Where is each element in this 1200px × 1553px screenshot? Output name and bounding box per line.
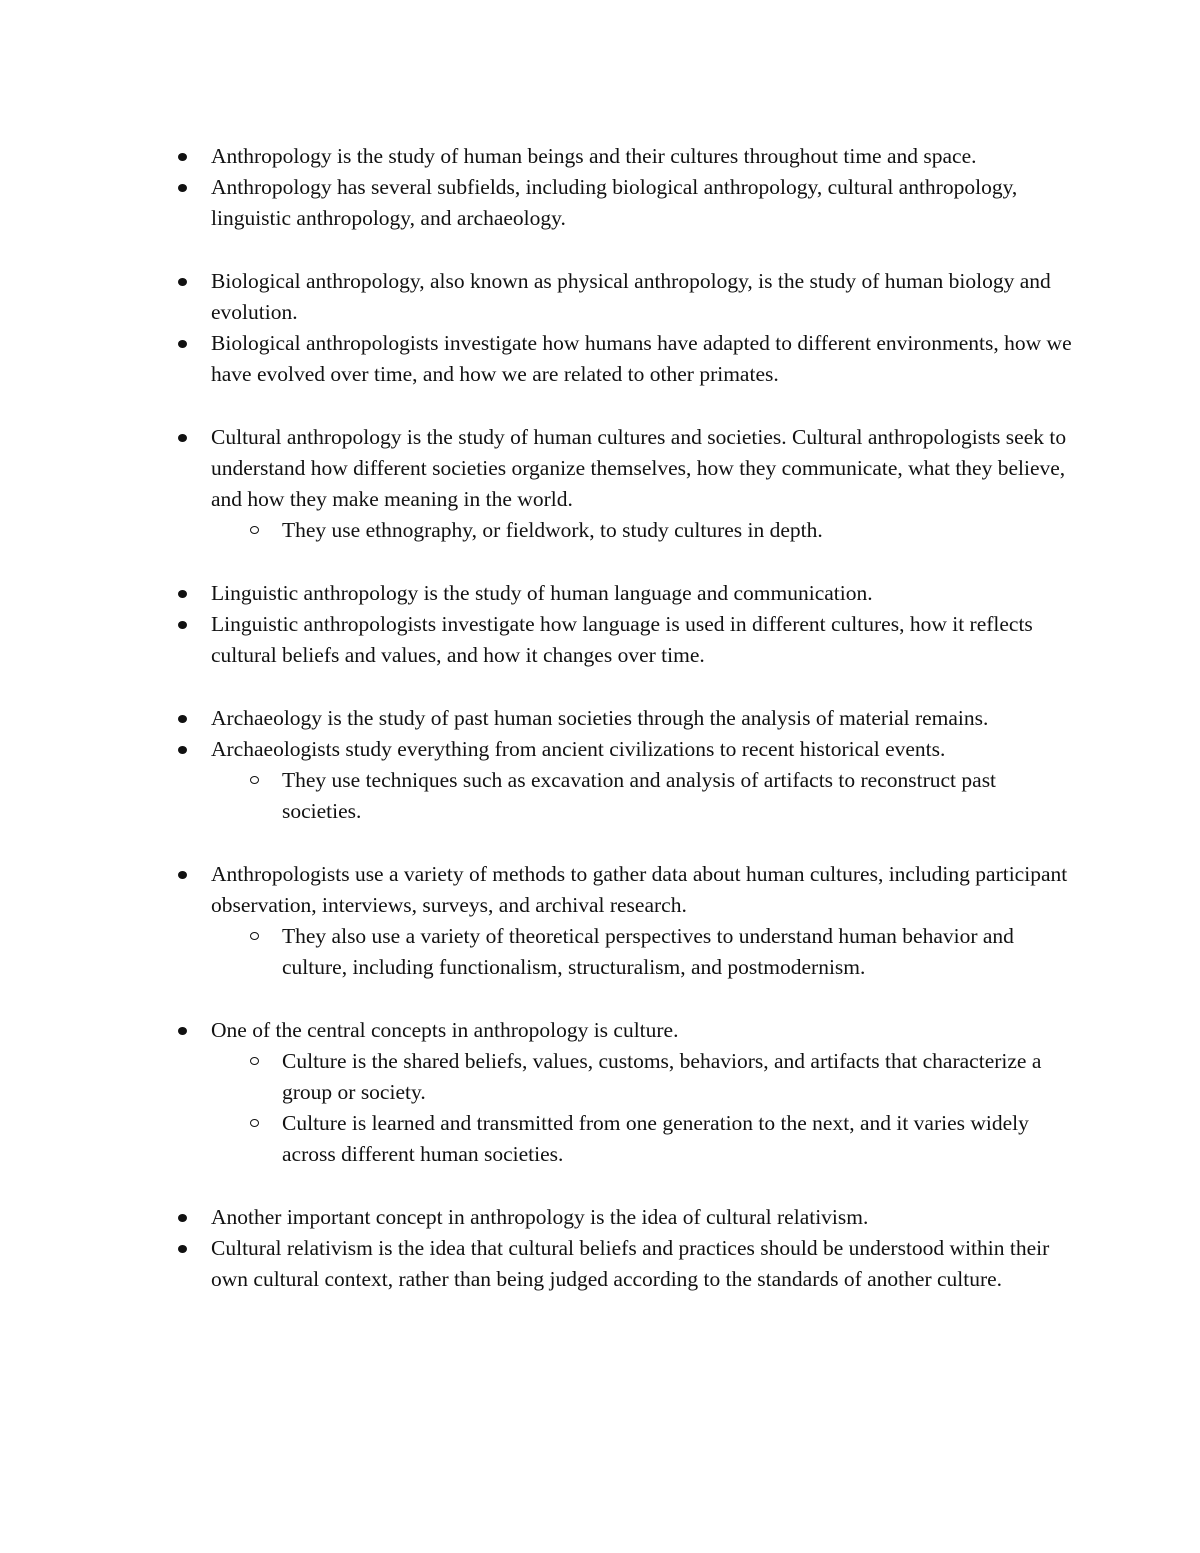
bullet-group <box>174 859 1074 984</box>
list-item <box>174 578 1074 609</box>
list-item-text: Biological anthropology, also known as physical anthropology, is the study of human biology and evolution. <box>211 268 1051 324</box>
bullet-group <box>174 1202 1074 1296</box>
filled-bullet-icon <box>178 1027 187 1035</box>
filled-bullet-icon <box>178 153 187 161</box>
filled-bullet-icon <box>178 1214 187 1222</box>
filled-bullet-icon <box>178 184 187 192</box>
list-item-text: One of the central concepts in anthropology is culture. <box>211 1017 679 1042</box>
sub-list-item <box>174 515 1074 546</box>
list-item-text: Cultural relativism is the idea that cultural beliefs and practices should be understood within their own cultural context, rather than being judged according to the standards of another culture. <box>211 1236 1050 1292</box>
sub-list-item <box>174 765 1074 827</box>
filled-bullet-icon <box>178 340 187 348</box>
sub-list-item-text: They use techniques such as excavation and analysis of artifacts to reconstruct past societies. <box>282 768 997 824</box>
hollow-bullet-icon <box>250 776 259 784</box>
filled-bullet-icon <box>178 1245 187 1253</box>
list-item-text: Another important concept in anthropology is the idea of cultural relativism. <box>211 1204 869 1229</box>
list-item-text: Cultural anthropology is the study of human cultures and societies. Cultural anthropologists seek to understand how different societies organize themselves, how they communicate, what they believe, and how they make meaning in the world. <box>211 424 1067 512</box>
sub-list-item <box>174 1046 1074 1108</box>
filled-bullet-icon <box>178 590 187 598</box>
sub-list-item-text: Culture is the shared beliefs, values, customs, behaviors, and artifacts that characterize a group or society. <box>282 1048 1042 1104</box>
list-item-text: Anthropology is the study of human beings and their cultures throughout time and space. <box>211 144 977 168</box>
list-item-text: Archaeology is the study of past human societies through the analysis of material remains. <box>211 705 989 730</box>
filled-bullet-icon <box>178 746 187 754</box>
sub-list-item-text: Culture is learned and transmitted from one generation to the next, and it varies widely across different human societies. <box>282 1111 1029 1167</box>
bullet-group <box>174 266 1074 391</box>
list-item <box>174 703 1074 734</box>
filled-bullet-icon <box>178 715 187 723</box>
sub-list-item <box>174 921 1074 983</box>
filled-bullet-icon <box>178 871 187 879</box>
list-item-text: Anthropology has several subfields, including biological anthropology, cultural anthropology, linguistic anthropology, and archaeology. <box>211 175 1018 231</box>
bullet-group <box>174 578 1074 672</box>
list-item <box>174 266 1074 328</box>
list-item <box>174 328 1074 390</box>
bullet-group <box>174 141 1074 235</box>
hollow-bullet-icon <box>250 1057 259 1065</box>
bullet-group <box>174 1015 1074 1171</box>
list-item <box>174 141 1074 172</box>
bullet-group <box>174 422 1074 547</box>
list-item-text: Anthropologists use a variety of methods to gather data about human cultures, including participant observation, interviews, surveys, and archival research. <box>211 861 1068 917</box>
list-item <box>174 172 1074 234</box>
list-item-text: Linguistic anthropologists investigate how language is used in different cultures, how it reflects cultural beliefs and values, and how it changes over time. <box>211 612 1033 668</box>
hollow-bullet-icon <box>250 932 259 940</box>
filled-bullet-icon <box>178 621 187 629</box>
list-item <box>174 1015 1074 1046</box>
list-item <box>174 859 1074 921</box>
filled-bullet-icon <box>178 434 187 442</box>
hollow-bullet-icon <box>250 526 259 534</box>
bullet-group <box>174 703 1074 828</box>
filled-bullet-icon <box>178 278 187 286</box>
list-item <box>174 422 1074 516</box>
sub-list-item <box>174 1108 1074 1170</box>
list-item <box>174 609 1074 671</box>
list-item <box>174 1233 1074 1295</box>
list-item-text: Linguistic anthropology is the study of human language and communication. <box>211 580 873 605</box>
sub-list-item-text: They use ethnography, or fieldwork, to study cultures in depth. <box>282 518 823 543</box>
hollow-bullet-icon <box>250 1119 259 1127</box>
list-item-text: Archaeologists study everything from ancient civilizations to recent historical events. <box>211 736 946 761</box>
list-item <box>174 1202 1074 1233</box>
list-item-text: Biological anthropologists investigate how humans have adapted to different environments, how we have evolved over time, and how we are related to other primates. <box>211 331 1072 387</box>
bullet-list <box>174 141 1074 1327</box>
sub-list-item-text: They also use a variety of theoretical perspectives to understand human behavior and culture, including functionalism, structuralism, and postmodernism. <box>282 924 1014 980</box>
list-item <box>174 734 1074 765</box>
